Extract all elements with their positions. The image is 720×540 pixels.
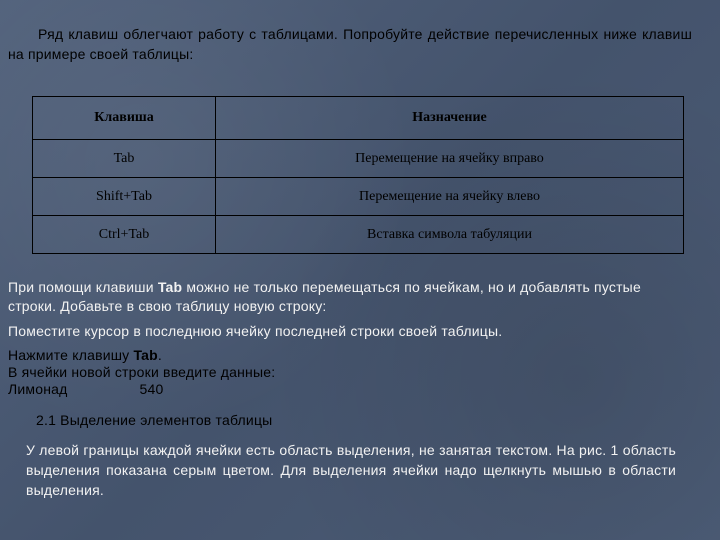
para1-before: При помощи клавиши bbox=[8, 279, 158, 295]
table-cell-purpose: Перемещение на ячейку вправо bbox=[216, 140, 684, 178]
tab-rows-paragraph bbox=[8, 278, 692, 316]
table-row bbox=[33, 140, 684, 178]
cursor-instruction: Поместите курсор в последнюю ячейку последней строки своей таблицы. bbox=[8, 323, 503, 339]
step-enter-data: В ячейки новой строки введите данные: bbox=[8, 364, 276, 380]
selection-paragraph: У левой границы каждой ячейки есть область выделения, не занятая текстом. На рис. 1 область выделения показана серым цветом. Для выделения ячейки надо щелкнуть мышью в области выделения. bbox=[26, 442, 676, 498]
table-row bbox=[33, 216, 684, 254]
table-header-row bbox=[33, 97, 684, 140]
para1-key: Tab bbox=[157, 279, 183, 295]
table-cell-key: Ctrl+Tab bbox=[33, 216, 216, 254]
table-cell-key: Shift+Tab bbox=[33, 178, 216, 216]
para1-after: можно не только перемещаться по ячейкам, но и добавлять пустые строки. Добавьте в свою таблицу новую строку: bbox=[8, 279, 641, 314]
table-cell-purpose: Вставка символа табуляции bbox=[216, 216, 684, 254]
data-number-value: 540 bbox=[139, 381, 164, 397]
table-cell-purpose: Перемещение на ячейку влево bbox=[216, 178, 684, 216]
table-header-key: Клавиша bbox=[33, 97, 216, 140]
steps-block bbox=[8, 347, 692, 398]
table-row bbox=[33, 178, 684, 216]
table-header-purpose: Назначение bbox=[216, 97, 684, 140]
step-press-period: . bbox=[157, 347, 163, 363]
step-press-key: Tab bbox=[133, 347, 158, 363]
step-data-row bbox=[8, 381, 692, 398]
step-press-text: Нажмите клавишу bbox=[8, 347, 134, 363]
intro-text: Ряд клавиш облегчают работу с таблицами. Попробуйте действие перечисленных ниже клавиш на примере своей таблицы: bbox=[8, 26, 692, 62]
intro-paragraph bbox=[8, 24, 692, 64]
data-name-value: Лимонад bbox=[8, 381, 68, 397]
step-press-tab bbox=[8, 347, 692, 364]
section-heading: 2.1 Выделение элементов таблицы bbox=[36, 412, 273, 428]
table-cell-key: Tab bbox=[33, 140, 216, 178]
keys-table bbox=[32, 96, 684, 254]
